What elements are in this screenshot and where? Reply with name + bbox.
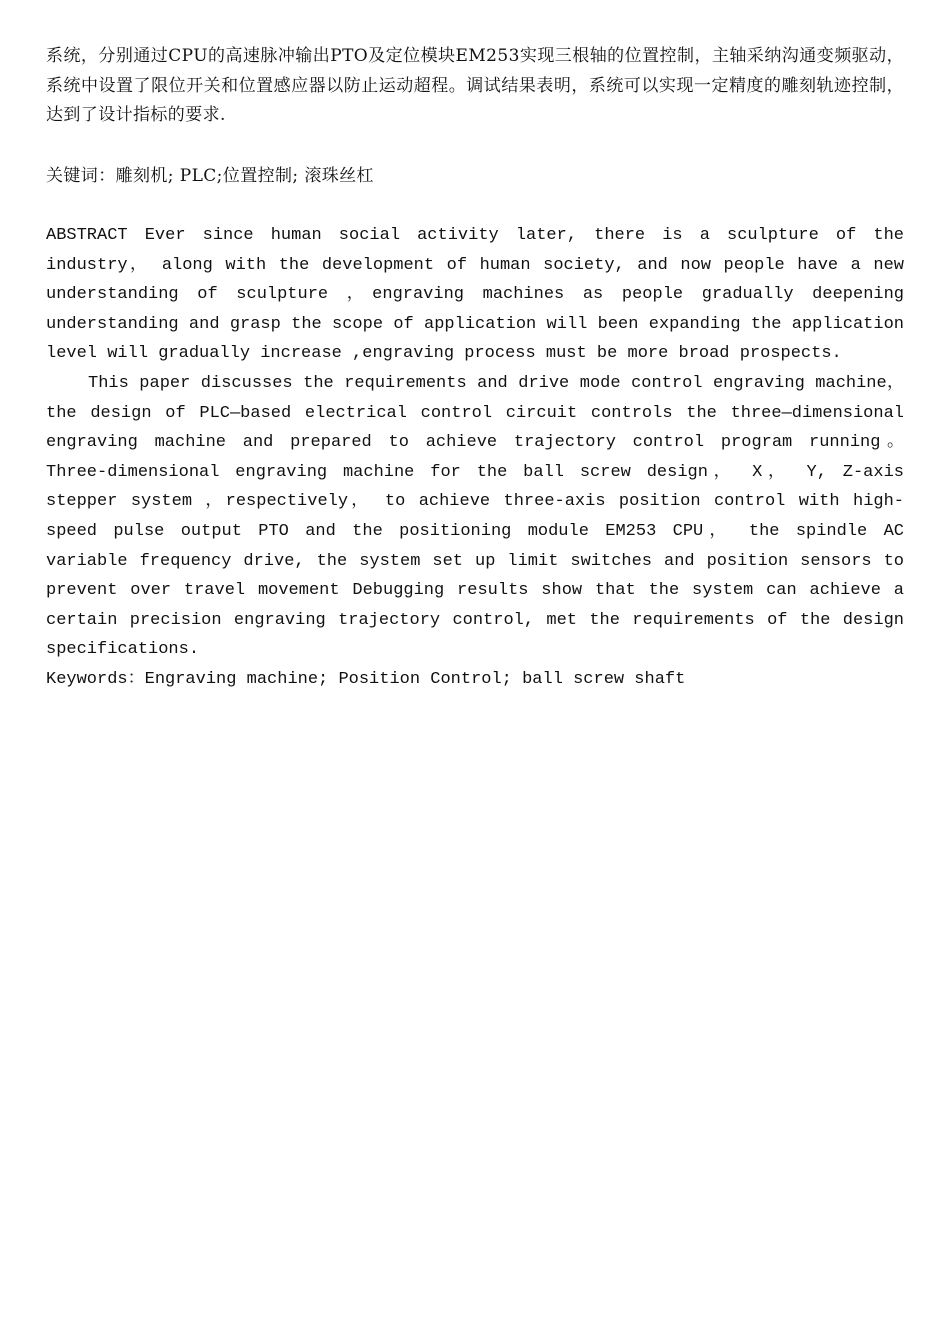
chinese-abstract-tail: 系统，分别通过CPU的高速脉冲输出PTO及定位模块EM253实现三根轴的位置控制，主轴采纳沟通变频驱动，系统中设置了限位开关和位置感应器以防止运动超程。调试结果表明，系统可以实现一定精度的雕刻轨迹控制，达到了设计指标的要求. [46,46,904,125]
english-keywords [46,665,904,695]
chinese-keywords [46,162,904,192]
english-abstract-paragraph-2: This paper discusses the requirements and drive mode control engraving machine， the design of PLC—based electrical control circuit controls the three—dimensional engraving machine and prepared to achieve trajectory control program running。 Three-dimensional engraving machine for the ball screw design， X， Y, Z-axis stepper system ，respectively， to achieve three-axis position control with high-speed pulse output PTO and the positioning module EM253 CPU， the spindle AC variable frequency drive, the system set up limit switches and position sensors to prevent over travel movement Debugging results show that the system can achieve a certain precision engraving trajectory control, met the requirements of the design specifications. [46,373,904,660]
english-abstract-paragraph-1 [46,221,904,369]
english-keywords-text: Engraving machine; Position Control; ball screw shaft [144,669,686,689]
chinese-keywords-label: 关键词： [46,165,116,186]
chinese-keywords-text: 雕刻机; PLC;位置控制; 滚珠丝杠 [115,165,374,186]
english-abstract-label: ABSTRACT [46,226,128,245]
english-keywords-label: Keywords： [46,669,145,689]
page-body [46,42,904,695]
english-abstract-text-1: Ever since human social activity later, there is a sculpture of the industry， along with the development of human society, and now people have a new understanding of sculpture ，engraving machines as people gradually deepening understanding and grasp the scope of application will been expanding the application level will gradually increase ,engraving process must be more broad prospects. [46,226,904,364]
